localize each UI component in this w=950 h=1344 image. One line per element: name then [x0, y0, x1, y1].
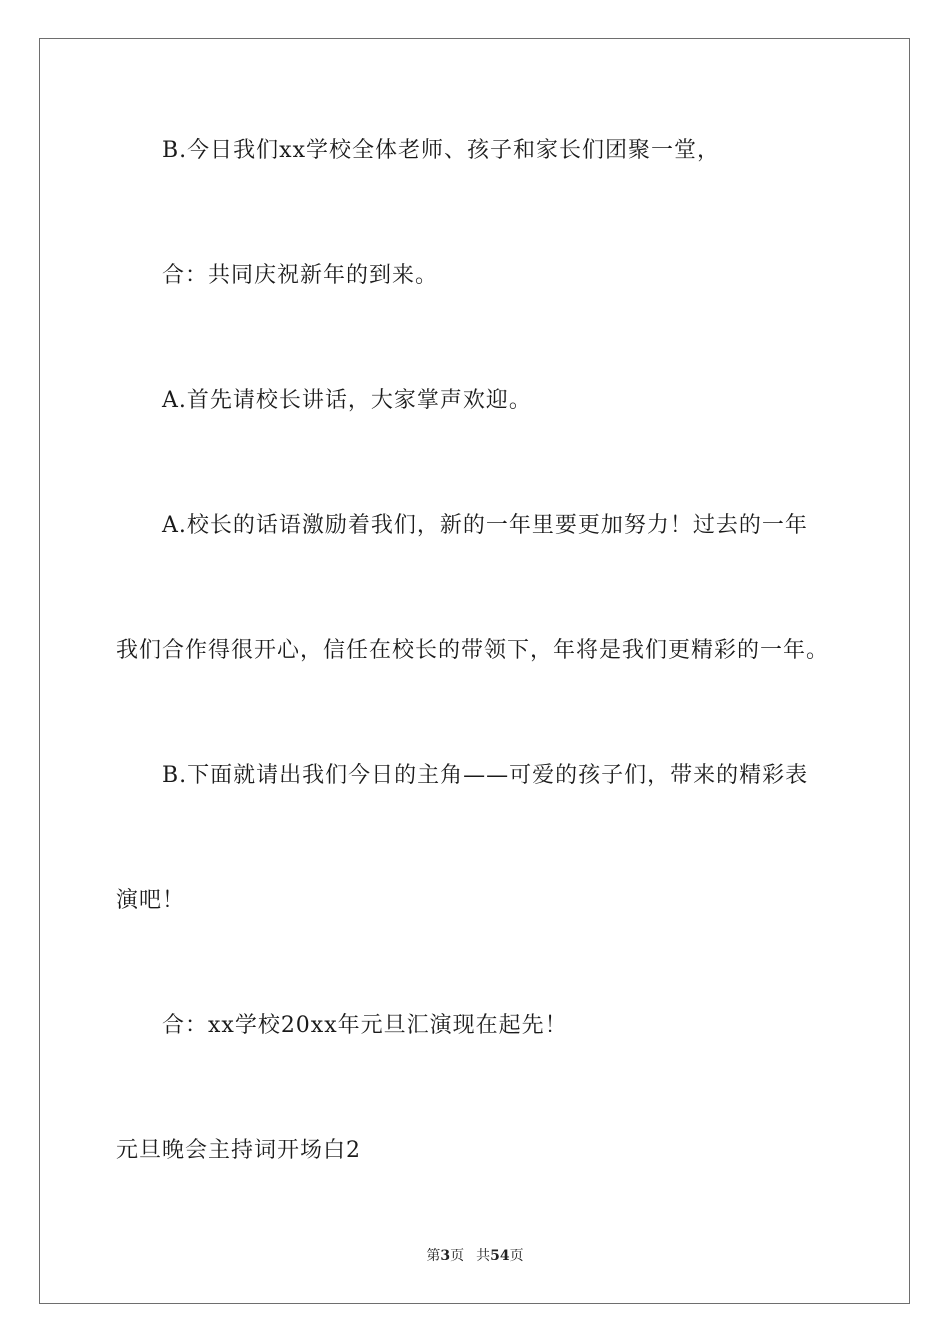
footer-prefix: 第	[426, 1248, 441, 1264]
paragraph-line-8: 合：xx学校20xx年元旦汇演现在起先！	[162, 1013, 568, 1038]
paragraph-line-7: 演吧！	[116, 888, 186, 913]
paragraph-line-6: B.下面就请出我们今日的主角——可爱的孩子们，带来的精彩表	[162, 763, 809, 788]
paragraph-line-1: B.今日我们xx学校全体老师、孩子和家长们团聚一堂，	[162, 138, 720, 163]
footer-total-prefix: 共	[476, 1248, 491, 1264]
paragraph-line-5: 我们合作得很开心，信任在校长的带领下，年将是我们更精彩的一年。	[116, 638, 830, 663]
paragraph-line-3: A.首先请校长讲话，大家掌声欢迎。	[162, 388, 532, 413]
footer-page-unit: 页	[450, 1248, 465, 1264]
footer-current-page: 3	[440, 1248, 451, 1264]
page-border	[39, 38, 910, 1304]
paragraph-line-2: 合：共同庆祝新年的到来。	[162, 263, 439, 288]
footer-total-unit: 页	[509, 1248, 524, 1264]
section-heading: 元旦晚会主持词开场白2	[116, 1138, 361, 1163]
page-footer	[0, 1246, 950, 1266]
paragraph-line-4: A.校长的话语激励着我们，新的一年里要更加努力！过去的一年	[162, 513, 808, 538]
footer-total-pages: 54	[490, 1248, 510, 1264]
